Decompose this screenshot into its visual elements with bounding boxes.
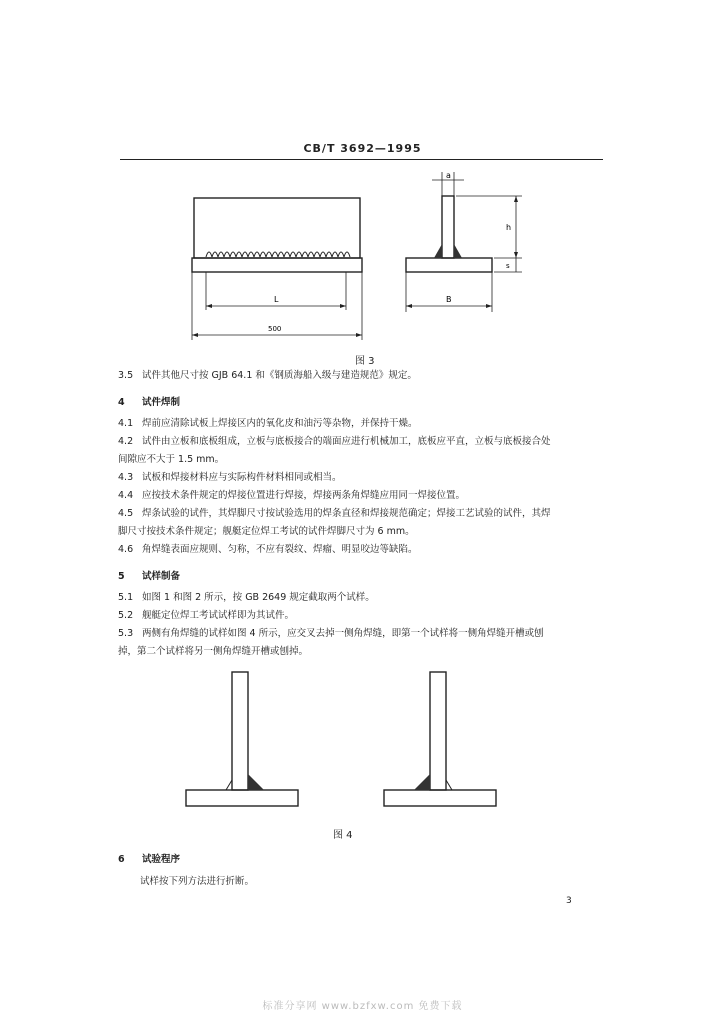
- clause-number: 3.5: [118, 370, 134, 381]
- clause-4-1: [118, 415, 608, 433]
- clause-number: 4.6: [118, 544, 134, 555]
- fig3-upright-plate: [194, 198, 360, 258]
- fig4-specimen2-upright: [430, 672, 446, 790]
- figure-4-caption: 图 4: [333, 830, 353, 841]
- clause-text: 应按技术条件规定的焊接位置进行焊接，焊接两条角焊缝应用同一焊接位置。: [142, 490, 466, 501]
- fig3-side-fillet-left: [434, 244, 442, 258]
- clause-number: 4.2: [118, 436, 134, 447]
- clause-text: 角焊缝表面应规则、匀称，不应有裂纹、焊瘤、明显咬边等缺陷。: [142, 544, 418, 555]
- clause-4-2-cont: [118, 451, 608, 469]
- clause-3-5: [118, 367, 608, 385]
- clause-5-2: [118, 607, 608, 625]
- clause-text: 试件由立板和底板组成，立板与底板接合的端面应进行机械加工，底板应平直，立板与底板接合处: [142, 436, 551, 447]
- fig4-specimen2-base: [384, 790, 496, 806]
- fig3-dim-total-label: 500: [268, 325, 282, 333]
- clause-text: 两侧有角焊缝的试样如图 4 所示，应交叉去掉一侧角焊缝，即第一个试样将一侧角焊缝开槽或刨: [142, 628, 544, 639]
- fig3-side-fillet-right: [454, 244, 462, 258]
- clause-text: 试板和焊接材料应与实际构件材料相同或相当。: [142, 472, 342, 483]
- figure-3: [180, 168, 540, 348]
- clause-4-5-cont: [118, 523, 608, 541]
- fig4-specimen1-fillet: [248, 774, 264, 790]
- fig3-weld-bead: [206, 252, 350, 257]
- clause-text: 掉，第二个试样将另一侧角焊缝开槽或刨掉。: [118, 646, 309, 657]
- clause-text: 舰艇定位焊工考试试样即为其试件。: [142, 610, 295, 621]
- fig4-specimen1-groove: [226, 780, 232, 790]
- fig3-base-plate: [192, 258, 362, 272]
- figure-4: [180, 668, 510, 814]
- clause-text: 脚尺寸按技术条件规定；舰艇定位焊工考试的试件焊脚尺寸为 6 mm。: [118, 526, 415, 537]
- clause-number: 4.5: [118, 508, 134, 519]
- figure-3-caption: 图 3: [355, 356, 375, 367]
- section-title: 试样制备: [142, 571, 181, 582]
- clause-4-5: [118, 505, 608, 523]
- fig4-specimen2-groove: [446, 780, 452, 790]
- clause-number: 4.3: [118, 472, 134, 483]
- clause-text: 焊条试验的试件，其焊脚尺寸按试验选用的焊条直径和焊接规范确定；焊接工艺试验的试件，其焊: [142, 508, 551, 519]
- clause-4-3: [118, 469, 608, 487]
- fig3-dim-L-label: L: [274, 295, 279, 304]
- fig3-dim-a-label: a: [446, 171, 451, 180]
- clause-text: 间隙应不大于 1.5 mm。: [118, 454, 225, 465]
- section-title: 试件焊制: [142, 397, 181, 408]
- clause-5-1: [118, 589, 608, 607]
- clause-4-2: [118, 433, 608, 451]
- clause-number: 4.4: [118, 490, 134, 501]
- section-6-heading: [118, 851, 180, 865]
- fig4-specimen1-base: [186, 790, 298, 806]
- clause-4-6: [118, 541, 608, 559]
- fig3-side-base: [406, 258, 492, 272]
- section-4-heading: [118, 394, 180, 408]
- clause-text: 试件其他尺寸按 GJB 64.1 和《钢质海船入级与建造规范》规定。: [142, 370, 417, 381]
- section-number: 5: [118, 571, 125, 582]
- clause-number: 4.1: [118, 418, 134, 429]
- section-number: 4: [118, 397, 125, 408]
- clause-text: 如图 1 和图 2 所示，按 GB 2649 规定截取两个试样。: [142, 592, 375, 603]
- section-title: 试验程序: [142, 854, 181, 865]
- fig3-dim-B-label: B: [446, 295, 452, 304]
- clause-4-4: [118, 487, 608, 505]
- clause-number: 5.2: [118, 610, 134, 621]
- clause-text: 焊前应清除试板上焊接区内的氧化皮和油污等杂物，并保持干燥。: [142, 418, 418, 429]
- section-number: 6: [118, 854, 125, 865]
- fig3-dim-s-label: s: [506, 262, 510, 270]
- page-header-title: CB/T 3692—1995: [303, 142, 422, 155]
- section-6-text: 试样按下列方法进行折断。: [140, 876, 255, 887]
- fig3-side-upright: [442, 196, 454, 258]
- header-rule: [120, 159, 603, 160]
- clause-5-3: [118, 625, 608, 643]
- fig4-specimen1-upright: [232, 672, 248, 790]
- fig4-specimen2-fillet: [414, 774, 430, 790]
- watermark-text: 标准分享网 www.bzfxw.com 免费下载: [262, 1001, 463, 1012]
- clause-number: 5.1: [118, 592, 134, 603]
- fig3-dim-h-label: h: [506, 223, 512, 232]
- page-number: 3: [566, 896, 572, 906]
- clause-number: 5.3: [118, 628, 134, 639]
- clause-5-3-cont: [118, 643, 608, 661]
- section-5-heading: [118, 568, 180, 582]
